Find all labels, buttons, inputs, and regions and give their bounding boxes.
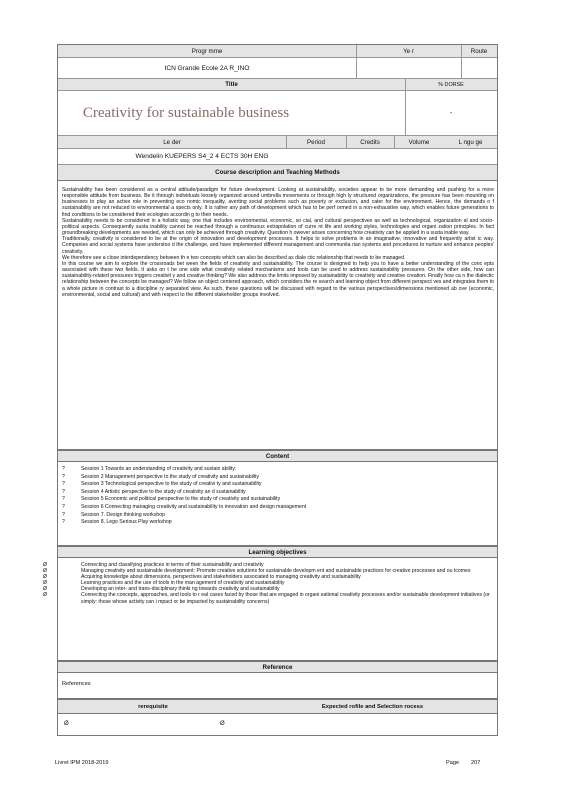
description-body	[62, 187, 494, 298]
programme-label: Progr mme	[191, 47, 223, 55]
content-item-text: Session 5 Economic and political perspective to the study of creativity and sustainability	[81, 496, 281, 503]
content-item-text: Session 7. Design thinking workshop	[81, 511, 166, 518]
description-paragraph: We therefore see a close interdependency between th e two concepts which can also be described as diale ctic relationship that needs to be managed.	[62, 254, 406, 261]
bullet-icon: ?	[62, 488, 65, 495]
course-header-table	[57, 44, 498, 181]
credits-label: Credits	[360, 138, 380, 146]
references-row	[57, 673, 498, 699]
objective-item	[43, 592, 494, 605]
percent-value: -	[449, 109, 453, 117]
leader-value: Wendelin KUEPERS S4_2 4 ECTS 30H ENG	[135, 153, 269, 160]
bullet-icon: ?	[62, 503, 65, 510]
bullet-icon: Ø	[43, 580, 47, 587]
footer-page-number: 207	[471, 760, 481, 766]
description-paragraph: Sustainability needs to be considered in a holistic way, one that includes environmental, economic, so cial, and cultural perspectives as well as technological, organization al and socio-political aspects. Consequently susta inability cannot be reached through a continuous extrapolation of curre nt life and working styles, technologies and organi zation principles. In fact groundbreaking developments are needed, which can only be achieved through creativity. Question h owever arises concerning how creativity can be applied in a susta inable way.	[62, 217, 494, 237]
bullet-icon: Ø	[43, 574, 47, 581]
period-label: Period	[307, 138, 325, 146]
content-list	[62, 466, 494, 527]
reference-heading-bar	[57, 661, 498, 673]
objectives-heading: Learning objectives	[248, 548, 307, 556]
references-label: References	[62, 681, 91, 687]
bullet-icon: Ø	[43, 562, 47, 568]
content-item-text: Session 6 Connecting managing creativity and sustainability to innovation and design management	[81, 503, 307, 510]
content-item	[62, 489, 494, 497]
content-item	[62, 512, 494, 520]
content-heading-bar	[57, 450, 498, 462]
content-item	[62, 504, 494, 512]
prerequisite-label: rerequisite	[138, 703, 168, 710]
description-heading: Course description and Teaching Methods	[215, 169, 340, 176]
reference-heading: Reference	[262, 663, 293, 671]
footer-page-label: Page	[446, 760, 460, 766]
title-label: Title	[225, 81, 238, 88]
bullet-icon: ?	[62, 511, 65, 518]
bullet-icon: ?	[62, 473, 65, 480]
bullet-icon: ?	[62, 466, 65, 472]
leader-label: Le der	[163, 138, 181, 146]
prerequisite-heading-bar	[57, 699, 498, 714]
objectives-list	[43, 562, 494, 605]
content-item	[62, 481, 494, 489]
content-item-text: Session 4 Artistic perspective to the study of creativity an d sustainability	[81, 488, 246, 495]
content-item-text: Session 2 Management perspective to the study of creativity and sustainability	[81, 473, 260, 480]
description-section	[57, 181, 498, 450]
content-item-text: Session 1 Towards an understanding of creativity and sustain ability:	[81, 466, 237, 472]
bullet-icon: ?	[62, 496, 65, 503]
description-paragraph: In this course we aim to explore the crossroads bet ween the fields of creativity and sustainability. The course is designed to help you to have a better understanding of the conc epts associated with these two fields. It asks on t he one side what creativity related mechanisms and tools can be used to address sustainability pressures. On the other side, how can sustainability-related pressures triggers creativit y and creative thinking? We also address the limits imposed by sustainability to creativity and creative creation. Finally how ca n the dialectic relationship between the concepts be managed? We follow an object centered approach, which considers the re search and learning object from different perspect ves and integrates them to a whole picture in contrast to a discipline ry separated view. As such, these questions will be discussed with regard to the various perspectives/dimensions mentioned ab ove (economic, environmental, social and cultural) and with respect to the different stakeholder groups involved.	[62, 260, 494, 298]
bullet-icon: Ø	[43, 568, 47, 575]
objective-text: Developing an inter- and trans-disciplinary thinki ng towards creativity and sustainability	[81, 586, 280, 593]
prerequisite-value: Ø	[64, 721, 69, 727]
content-section	[57, 462, 498, 546]
volume-label: Volume	[408, 138, 430, 146]
content-item	[62, 496, 494, 504]
objective-text: Acquiring knowledge about dimensions, perspectives and stakeholders associated to managing creativity and sustainability	[81, 574, 361, 581]
objectives-heading-bar	[57, 546, 498, 558]
content-item	[62, 474, 494, 482]
objectives-section	[43, 558, 498, 661]
description-paragraph: Traditionally, creativity is considered to be at the origin of innovation and development processes. It helps to solve problems in an imaginative, innovative and frequently artist ic way. Companies and social systems have understoo d the challenge, and have implemented different management and communita rian systems and procedures to nurture and enhance peoples' creativity.	[62, 236, 494, 255]
content-item-text: Session 8. Lego Serious Play workshop	[81, 519, 172, 526]
bullet-icon: Ø	[43, 592, 47, 599]
bullet-icon: Ø	[43, 586, 47, 593]
content-item-text: Session 3 Technological perspective to the study of creativi ty and sustainability	[81, 481, 262, 488]
footer-left: Livret IPM 2018-2019	[55, 760, 109, 766]
prerequisite-row	[57, 714, 498, 736]
year-label: Ye r	[403, 47, 414, 55]
expected-profile-label: Expected rofile and Selection rocess	[321, 703, 424, 710]
bullet-icon: ?	[62, 519, 65, 526]
objective-text: Managing creativity and sustainable development: Promote creative solutions for sustainable developm ent and sustainable practices for creative processes and ou tcomes	[81, 568, 471, 575]
content-item	[62, 466, 494, 474]
objective-text: Learning practices and the use of tools in the man agement of creativity and sustainability	[81, 580, 285, 587]
content-item	[62, 519, 494, 527]
expected-profile-value: Ø	[220, 721, 225, 727]
bullet-icon: ?	[62, 481, 65, 488]
percent-label: % DORSE	[438, 81, 464, 88]
course-title: Creativity for sustainable business	[82, 104, 290, 121]
route-label: Route	[470, 47, 488, 55]
programme-value: ICN Grande Ecole 2A R_INO	[164, 64, 250, 72]
description-paragraph: Sustainability has been considered as a central attitude/paradigm for future development. Looking at sustainability, societies appear to be more demanding and pushing for a more responsible attitude from business. Be it through individuals loosely organized around umbrella movements or through high ly structured organizations, the pressure has been mounting on businesses to play an active role in preventing eco nomic inequality, averting social problems such as poverty or exclusion, and cater for the environment. Hence, the demands o f sustainability are not reduced to environmental a spects only. It is rather any path of development which has to be perf ormed in a non-exhaustive way, which enables future generations to find conditions to be considered their ecologies accordin g to their needs.	[62, 187, 494, 218]
objective-text: Connecting the concepts, approaches, and tools to r eal cases faced by those that are engaged in organi sational creativity processes and/or sustainable development initiatives (or simply: those whose activity can i mpact or be impacted by sustainability concerns)	[81, 592, 490, 605]
objective-text: Connecting and classifying practices in terms of their sustainability and creativity	[81, 562, 264, 568]
language-label: L ngu ge	[458, 138, 483, 146]
content-heading: Content	[265, 452, 290, 460]
